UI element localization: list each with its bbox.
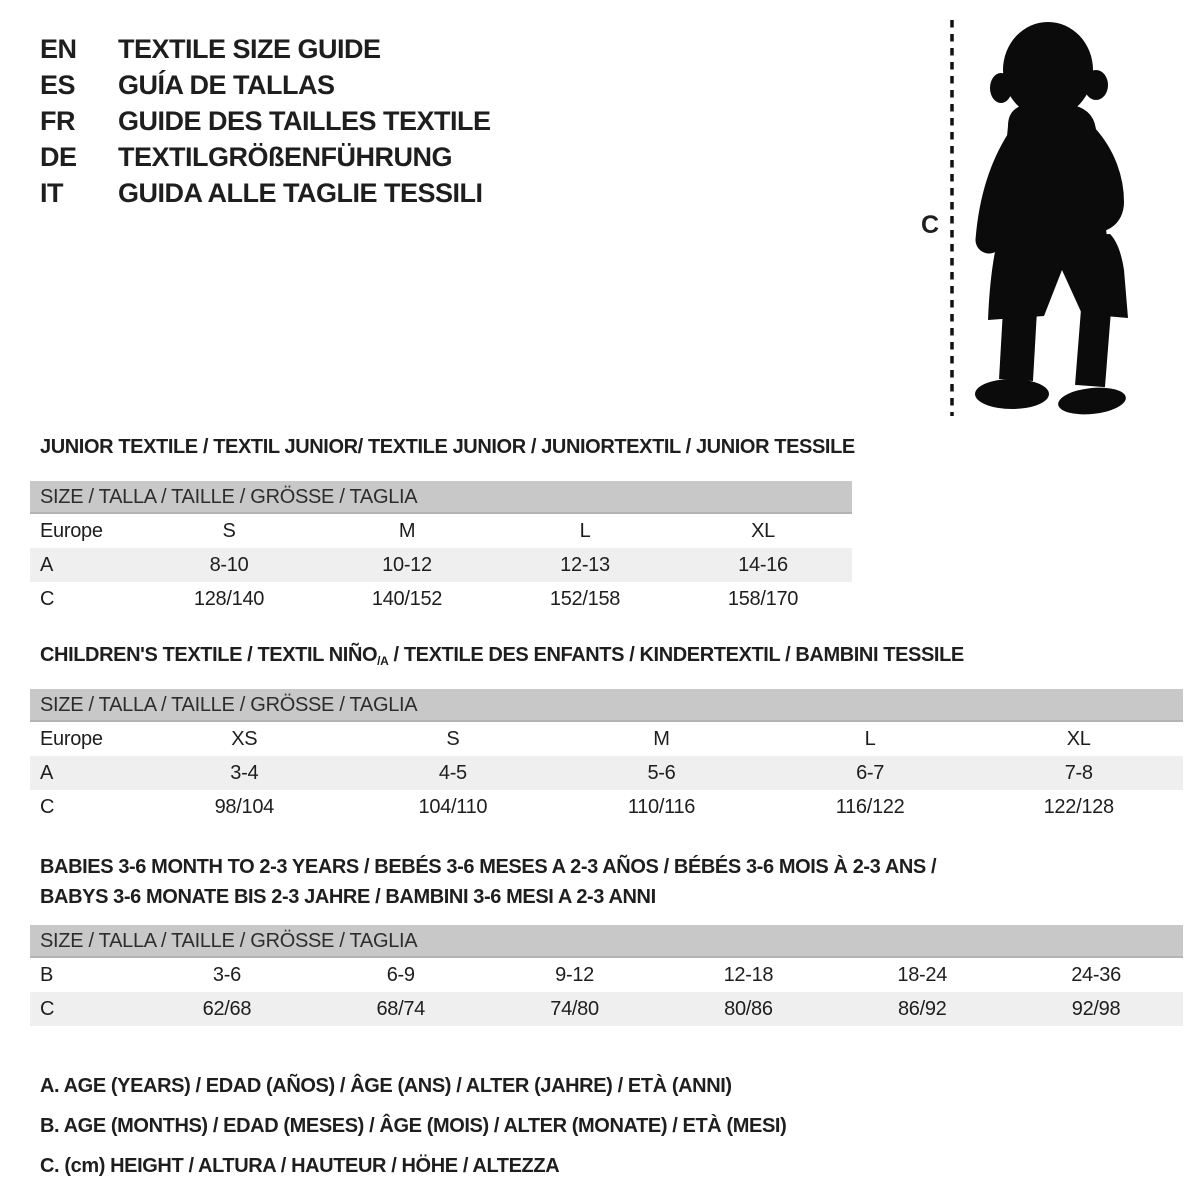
language-title-block	[40, 31, 491, 211]
children-size-header-bar: SIZE / TALLA / TAILLE / GRÖSSE / TAGLIA	[30, 689, 1183, 722]
row-label: A	[40, 761, 54, 784]
months-cell: 3-6	[212, 963, 241, 986]
legend-line-b: B. AGE (MONTHS) / EDAD (MESES) / ÂGE (MOIS) / ALTER (MONATE) / ETÀ (MESI)	[40, 1115, 787, 1137]
size-cell: XL	[751, 519, 775, 542]
table-row	[30, 548, 852, 582]
table-row	[30, 514, 852, 548]
age-cell: 8-10	[209, 553, 249, 576]
babies-size-header-bar: SIZE / TALLA / TAILLE / GRÖSSE / TAGLIA	[30, 925, 1183, 958]
lang-label-fr: GUIDE DES TAILLES TEXTILE	[118, 105, 491, 136]
size-cell: S	[446, 727, 460, 750]
lang-label-de: TEXTILGRÖßENFÜHRUNG	[118, 141, 452, 172]
table-row	[30, 958, 1183, 992]
height-cell: 128/140	[193, 587, 265, 610]
height-cell: 140/152	[371, 587, 443, 610]
age-cell: 7-8	[1064, 761, 1093, 784]
height-cell: 68/74	[376, 997, 426, 1020]
children-title-prefix: CHILDREN'S TEXTILE / TEXTIL NIÑO	[40, 644, 378, 666]
table-row	[30, 756, 1183, 790]
babies-title-line1: BABIES 3-6 MONTH TO 2-3 YEARS / BEBÉS 3-6 MESES A 2-3 AÑOS / BÉBÉS 3-6 MOIS À 2-3 ANS /	[40, 856, 937, 878]
size-cell: M	[653, 727, 670, 750]
months-cell: 9-12	[555, 963, 594, 986]
lang-row-it	[40, 175, 491, 211]
size-cell: XS	[231, 727, 258, 750]
lang-label-es: GUÍA DE TALLAS	[118, 69, 335, 100]
toddler-silhouette-figure	[940, 18, 1140, 420]
children-size-table	[30, 689, 1183, 824]
lang-label-en: TEXTILE SIZE GUIDE	[118, 33, 381, 64]
measure-legend	[40, 1066, 786, 1186]
age-cell: 12-13	[560, 553, 610, 576]
size-cell: S	[222, 519, 236, 542]
age-cell: 4-5	[438, 761, 467, 784]
babies-size-table	[30, 925, 1183, 1026]
height-cell: 110/116	[627, 795, 696, 818]
junior-section-title: JUNIOR TEXTILE / TEXTIL JUNIOR/ TEXTILE JUNIOR / JUNIORTEXTIL / JUNIOR TESSILE	[40, 436, 855, 458]
babies-section-title	[40, 852, 936, 912]
months-cell: 24-36	[1071, 963, 1121, 986]
lang-row-en	[40, 31, 491, 67]
table-row	[30, 790, 1183, 824]
row-label: Europe	[40, 727, 103, 750]
size-cell: L	[864, 727, 876, 750]
height-cell: 158/170	[727, 587, 799, 610]
size-cell: L	[579, 519, 591, 542]
lang-code-de: DE	[40, 141, 77, 172]
height-cell: 92/98	[1071, 997, 1121, 1020]
lang-code-it: IT	[40, 177, 63, 208]
children-section-title	[40, 644, 964, 668]
lang-code-en: EN	[40, 33, 77, 64]
age-cell: 14-16	[738, 553, 788, 576]
children-title-subscript: /A	[377, 654, 389, 668]
babies-title-line2: BABYS 3-6 MONATE BIS 2-3 JAHRE / BAMBINI 3-6 MESI A 2-3 ANNI	[40, 886, 656, 908]
row-label: A	[40, 553, 54, 576]
months-cell: 6-9	[386, 963, 415, 986]
lang-code-fr: FR	[40, 105, 75, 136]
measure-label-c: C	[920, 211, 940, 239]
row-label: C	[40, 795, 55, 818]
height-cell: 116/122	[835, 795, 905, 818]
height-cell: 122/128	[1043, 795, 1114, 818]
lang-row-es	[40, 67, 491, 103]
age-cell: 6-7	[856, 761, 885, 784]
table-row	[30, 992, 1183, 1026]
lang-row-de	[40, 139, 491, 175]
table-row	[30, 722, 1183, 756]
table-row	[30, 582, 852, 616]
size-cell: XL	[1066, 727, 1091, 750]
age-cell: 3-4	[230, 761, 259, 784]
height-cell: 74/80	[550, 997, 599, 1020]
lang-label-it: GUIDA ALLE TAGLIE TESSILI	[118, 177, 483, 208]
legend-line-a: A. AGE (YEARS) / EDAD (AÑOS) / ÂGE (ANS) / ALTER (JAHRE) / ETÀ (ANNI)	[40, 1075, 732, 1097]
age-cell: 5-6	[647, 761, 676, 784]
months-cell: 12-18	[723, 963, 774, 986]
age-cell: 10-12	[382, 553, 432, 576]
row-label: Europe	[40, 519, 103, 542]
toddler-silhouette	[975, 22, 1128, 417]
height-cell: 152/158	[549, 587, 621, 610]
height-cell: 98/104	[214, 795, 274, 818]
height-cell: 80/86	[724, 997, 773, 1020]
months-cell: 18-24	[897, 963, 948, 986]
legend-line-c: C. (cm) HEIGHT / ALTURA / HAUTEUR / HÖHE / ALTEZZA	[40, 1155, 560, 1177]
size-cell: M	[398, 519, 416, 542]
lang-code-es: ES	[40, 69, 76, 100]
junior-size-table	[30, 481, 852, 616]
height-cell: 86/92	[897, 997, 947, 1020]
height-cell: 62/68	[202, 997, 252, 1020]
children-title-suffix: / TEXTILE DES ENFANTS / KINDERTEXTIL / BAMBINI TESSILE	[388, 644, 964, 666]
height-cell: 104/110	[418, 795, 488, 818]
lang-row-fr	[40, 103, 491, 139]
junior-size-header-bar: SIZE / TALLA / TAILLE / GRÖSSE / TAGLIA	[30, 481, 852, 514]
row-label: B	[40, 963, 54, 986]
row-label: C	[40, 997, 55, 1020]
row-label: C	[40, 587, 55, 610]
